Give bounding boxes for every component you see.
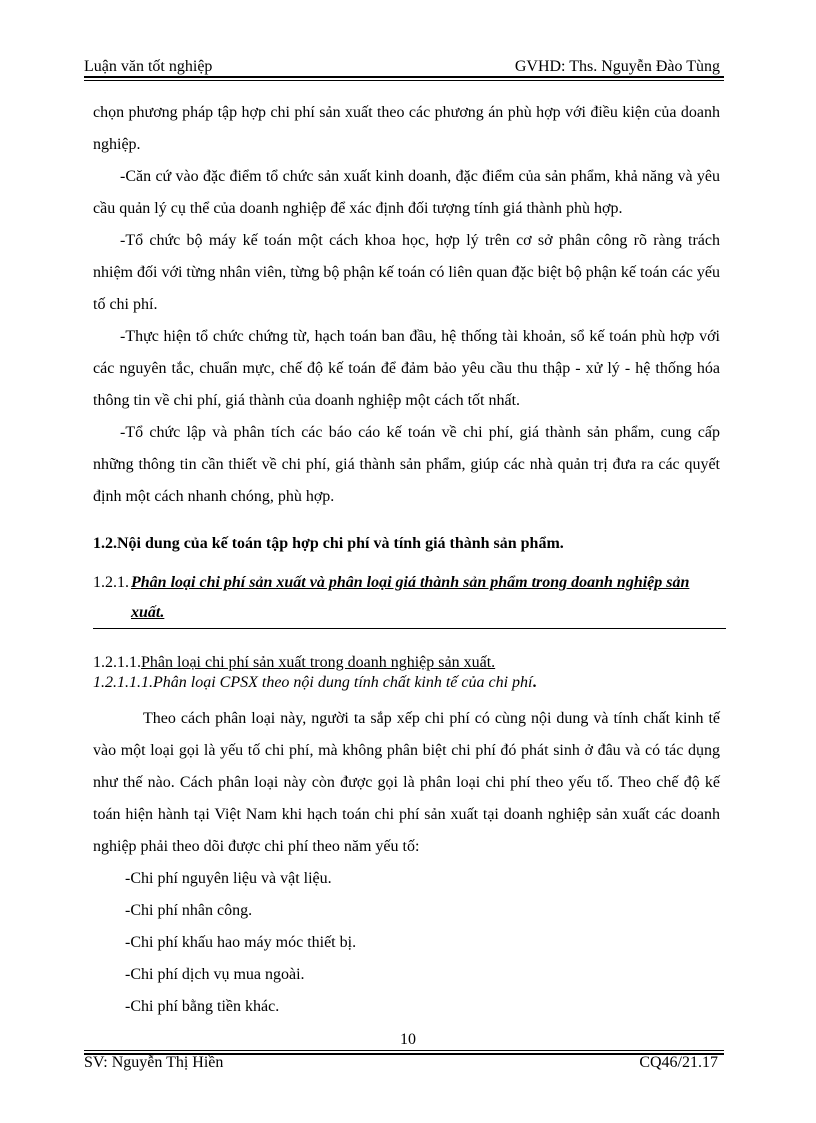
page-header (84, 52, 720, 76)
header-thesis-label: Luận văn tốt nghiệp (84, 58, 213, 75)
section-1-2-1-block (93, 568, 726, 629)
list-item: -Chi phí bằng tiền khác. (125, 998, 280, 1015)
section-1-2-heading: 1.2.Nội dung của kế toán tập hợp chi phí và tính giá thành sản phẩm. (93, 535, 564, 552)
header-rule (84, 76, 724, 81)
paragraph-2: -Căn cứ vào đặc điểm tổ chức sản xuất kinh doanh, đặc điểm của sản phẩm, khả năng và yêu cầu quản lý cụ thể của doanh nghiệp để xác định đối tượng tính giá thành phù hợp. (93, 168, 720, 217)
paragraph-5: -Tổ chức lập và phân tích các báo cáo kế toán về chi phí, giá thành sản phẩm, cung cấp những thông tin cần thiết về chi phí, giá thành sản phẩm, giúp các nhà quản trị đưa ra các quyết định một cách nhanh chóng, phù hợp. (93, 424, 720, 505)
page-footer (84, 1054, 718, 1072)
body-bottom (93, 703, 720, 1023)
footer-student: SV: Nguyễn Thị Hiền (84, 1054, 224, 1071)
footer-class-code: CQ46/21.17 (639, 1054, 718, 1071)
paragraph-4: -Thực hiện tổ chức chứng từ, hạch toán ban đầu, hệ thống tài khoản, sổ kế toán phù hợp với các nguyên tắc, chuẩn mực, chế độ kế toán để đảm bảo yêu cầu thu thập - xử lý - hệ thống hóa thông tin về chi phí, giá thành của doanh nghiệp một cách tốt nhất. (93, 328, 720, 409)
section-1-2-1-1-title: Phân loại chi phí sản xuất trong doanh nghiệp sản xuất. (141, 654, 496, 671)
section-1-2-1-1-heading (93, 653, 720, 673)
section-1-2-1-1-number: 1.2.1.1. (93, 654, 141, 671)
header-advisor: GVHD: Ths. Nguyễn Đào Tùng (514, 58, 720, 75)
section-1-2-1-1-block (93, 653, 720, 693)
body-top (93, 97, 720, 513)
section-1-2-1-title: Phân loại chi phí sản xuất và phân loại giá thành sản phẩm trong doanh nghiệp sản xuất. (131, 574, 690, 621)
section-1-2-1-number: 1.2.1. (93, 574, 129, 591)
paragraph-3: -Tổ chức bộ máy kế toán một cách khoa học, hợp lý trên cơ sở phân công rõ ràng trách nhiệm đối với từng nhân viên, từng bộ phận kế toán có liên quan đặc biệt bộ phận kế toán các yếu tố chi phí. (93, 232, 720, 313)
list-item: -Chi phí nguyên liệu và vật liệu. (125, 870, 332, 887)
paragraph-main: Theo cách phân loại này, người ta sắp xếp chi phí có cùng nội dung và tính chất kinh tế vào một loại gọi là yếu tố chi phí, mà không phân biệt chi phí đó phát sinh ở đâu và có tác dụng như thế nào. Cách phân loại này còn được gọi là phân loại chi phí theo yếu tố. Theo chế độ kế toán hiện hành tại Việt Nam khi hạch toán chi phí sản xuất tại doanh nghiệp sản xuất các doanh nghiệp phải theo dõi được chi phí theo năm yếu tố: (93, 710, 720, 855)
page-number: 10 (400, 1031, 416, 1048)
list-item: -Chi phí dịch vụ mua ngoài. (125, 966, 305, 983)
list-item: -Chi phí khấu hao máy móc thiết bị. (125, 934, 357, 951)
section-1-2-1-heading (93, 568, 726, 629)
list-item: -Chi phí nhân công. (125, 902, 253, 919)
section-heading-block (93, 534, 720, 554)
section-1-2-1-1-1-heading (93, 673, 720, 693)
section-1-2-1-1-1-text: 1.2.1.1.1.Phân loại CPSX theo nội dung tính chất kinh tế của chi phí (93, 674, 533, 691)
section-1-2-1-1-1-end: . (532, 674, 537, 691)
paragraph-1: chọn phương pháp tập hợp chi phí sản xuất theo các phương án phù hợp với điều kiện của doanh nghiệp. (93, 104, 720, 153)
